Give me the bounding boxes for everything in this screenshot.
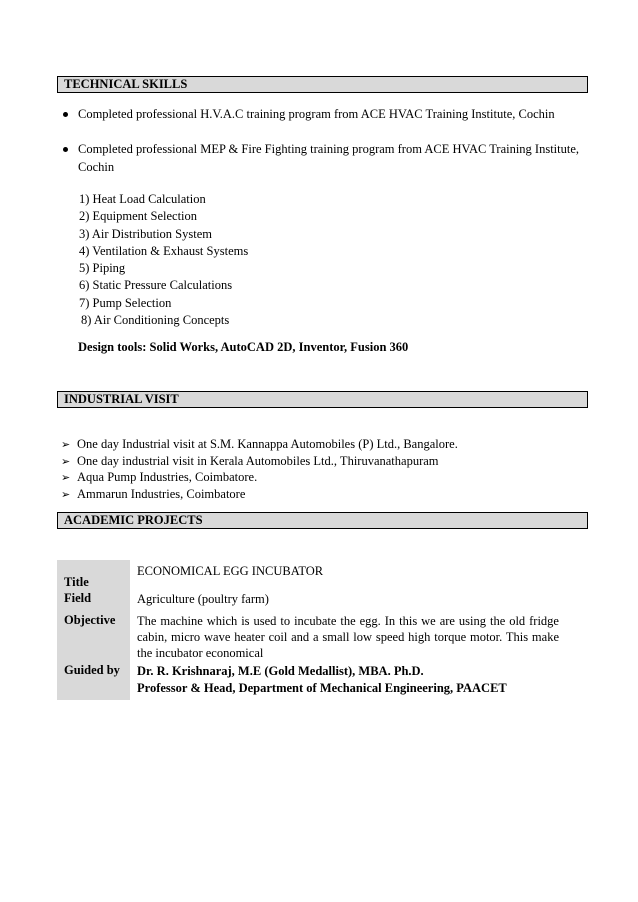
bullet-icon [63,147,68,152]
list-item: 1) Heat Load Calculation [79,192,206,206]
arrow-bullet-icon: ➢ [61,487,71,501]
industrial-visit-heading: INDUSTRIAL VISIT [57,391,588,408]
arrow-bullet-icon: ➢ [61,471,71,484]
list-item: ➢ One day Industrial visit at S.M. Kannappa Automobiles (P) Ltd., Bangalore. [61,436,458,453]
list-item: ➢ Ammarun Industries, Coimbatore [61,486,458,503]
list-item: 7) Pump Selection [79,295,172,310]
list-item: ➢ One day industrial visit in Kerala Automobiles Ltd., Thiruvanathapuram [61,453,458,470]
arrow-bullet-icon: ➢ [61,438,71,451]
list-item: 3) Air Distribution System [79,226,212,241]
project-objective-value: The machine which is used to incubate the egg. In this we are using the old fridge cabin, micro wave heater coil and a small low speed high torque motor. This make the incubator economical [137,614,559,660]
design-tools: Design tools: Solid Works, AutoCAD 2D, Inventor, Fusion 360 [78,340,409,354]
project-guide-title: Professor & Head, Department of Mechanical Engineering, PAACET [137,681,507,695]
technical-skills-heading: TECHNICAL SKILLS [57,76,588,93]
list-item: 8) Air Conditioning Concepts [81,313,230,328]
project-title-value: ECONOMICAL EGG INCUBATOR [137,564,324,578]
bullet-icon [63,112,68,117]
project-guided-label: Guided by [64,663,120,677]
project-field-label: Field [64,591,92,605]
project-guide-name: Dr. R. Krishnaraj, M.E (Gold Medallist), MBA. Ph.D. [137,664,424,678]
project-objective-label: Objective [64,613,116,627]
list-item: 2) Equipment Selection [79,209,198,224]
list-item: ➢ Aqua Pump Industries, Coimbatore. [61,469,458,486]
list-item: Completed professional MEP & Fire Fighting training program from ACE HVAC Training Institute, Cochin [61,140,581,176]
list-item: 5) Piping [79,261,126,276]
industrial-visit-list [61,436,458,502]
project-field-value: Agriculture (poultry farm) [137,592,269,606]
list-item: Completed professional H.V.A.C training program from ACE HVAC Training Institute, Cochin [61,105,581,123]
academic-projects-heading: ACADEMIC PROJECTS [57,512,588,529]
list-item: 4) Ventilation & Exhaust Systems [79,243,249,258]
list-item: 6) Static Pressure Calculations [79,278,233,293]
skills-numbered-list [79,191,248,329]
project-title-label: Title [64,575,89,589]
arrow-bullet-icon: ➢ [61,454,71,468]
